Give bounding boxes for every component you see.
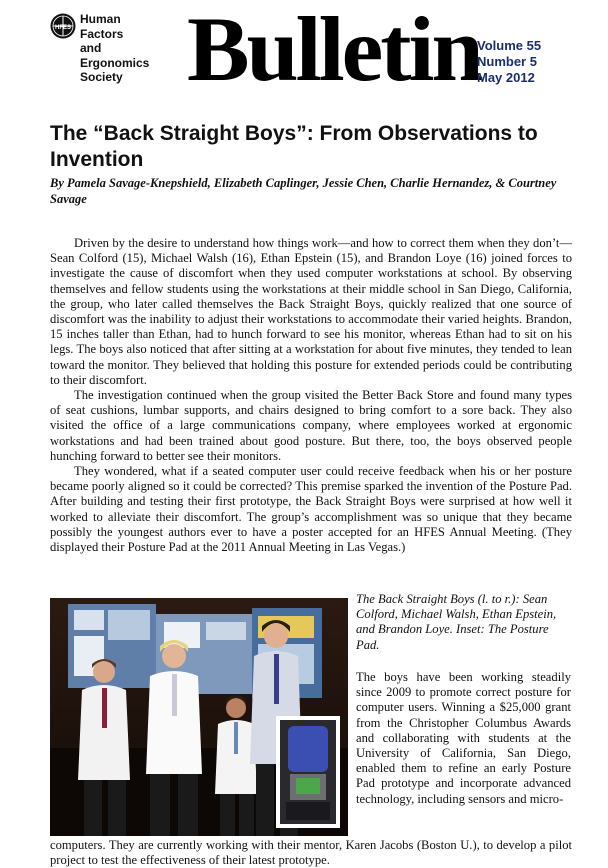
- masthead: [0, 0, 608, 110]
- hfes-logo-icon: [50, 13, 76, 39]
- closing-paragraph: computers. They are currently working with their mentor, Karen Jacobs (Boston U.), to develop a pilot project to test the effectiveness of their latest prototype.: [50, 838, 572, 868]
- body-paragraph: They wondered, what if a seated computer user could receive feedback when his or her posture became poorly aligned so it could be corrected? This premise sparked the invention of the Posture Pad. After building and testing their first prototype, the Back Straight Boys were surprised at how well it worked to alleviate their discomfort. The group’s accomplishment was so unique that they became possibly the youngest authors ever to have a poster accepted for an HFES Annual Meeting. (They displayed their Posture Pad at the 2011 Annual Meeting in Las Vegas.): [50, 464, 572, 555]
- volume-label: Volume 55: [477, 38, 542, 53]
- body-paragraph: Driven by the desire to understand how things work—and how to correct them when they don’t—Sean Colford (15), Michael Walsh (16), Ethan Epstein (15), and Brandon Loye (16) joined forces to investigate the cause of discomfort when they used computer workstations at school. By observing themselves and fellow students using the workstations at their middle school in San Diego, California, the group, who later called themselves the Back Straight Boys, quickly realized that one source of discomfort was the inability to adjust their workstations to accommodate their varied heights. Brandon, 15 inches taller than Ethan, had to hunch forward to see his monitor, whereas Ethan had to sit on his legs. The boys also noticed that after sitting at a workstation for about five minutes, they tended to lean toward the monitor. They believed that holding this posture for extended periods could be contributing to their discomfort.: [50, 236, 572, 387]
- society-line: Factors: [80, 26, 124, 41]
- photo-caption: The Back Straight Boys (l. to r.): Sean Colford, Michael Walsh, Ethan Epstein, and Brandon Loye. Inset: The Posture Pad.: [356, 592, 557, 652]
- date-label: May 2012: [477, 70, 535, 85]
- society-name: [80, 12, 149, 85]
- number-label: Number 5: [477, 54, 537, 69]
- body-paragraph: The investigation continued when the group visited the Better Back Store and found many types of seat cushions, lumbar supports, and chairs designed to bring comfort to a sore back. They also visited the office of a large communications company, where employees worked at ergonomic workstations and had been trained about good posture. But there, too, the boys observed people hunching forward to better see their monitors.: [50, 388, 572, 463]
- article-body: [50, 236, 572, 555]
- society-line: Human: [80, 12, 121, 26]
- side-column-paragraph: The boys have been working steadily since 2009 to promote correct posture for computer users. Winning a $25,000 grant from the Christopher Columbus Awards and collaborating with students at the University of California, San Diego, enabled them to refine an early Posture Pad prototype and incorporate advanced technology, including sensors and micro-: [356, 670, 571, 806]
- publication-title: Bulletin: [187, 0, 481, 100]
- issue-info: [477, 38, 541, 86]
- society-line: and: [80, 41, 102, 55]
- article-title: The “Back Straight Boys”: From Observations to Invention: [50, 122, 538, 171]
- society-line: Society: [80, 70, 123, 84]
- group-photo: [50, 598, 348, 836]
- photo-illustration: [50, 598, 348, 836]
- svg-text:HFES: HFES: [54, 25, 72, 31]
- society-line: Ergonomics: [80, 55, 150, 70]
- article-byline: By Pamela Savage-Knepshield, Elizabeth Caplinger, Jessie Chen, Charlie Hernandez, & Courtney Savage: [50, 176, 557, 206]
